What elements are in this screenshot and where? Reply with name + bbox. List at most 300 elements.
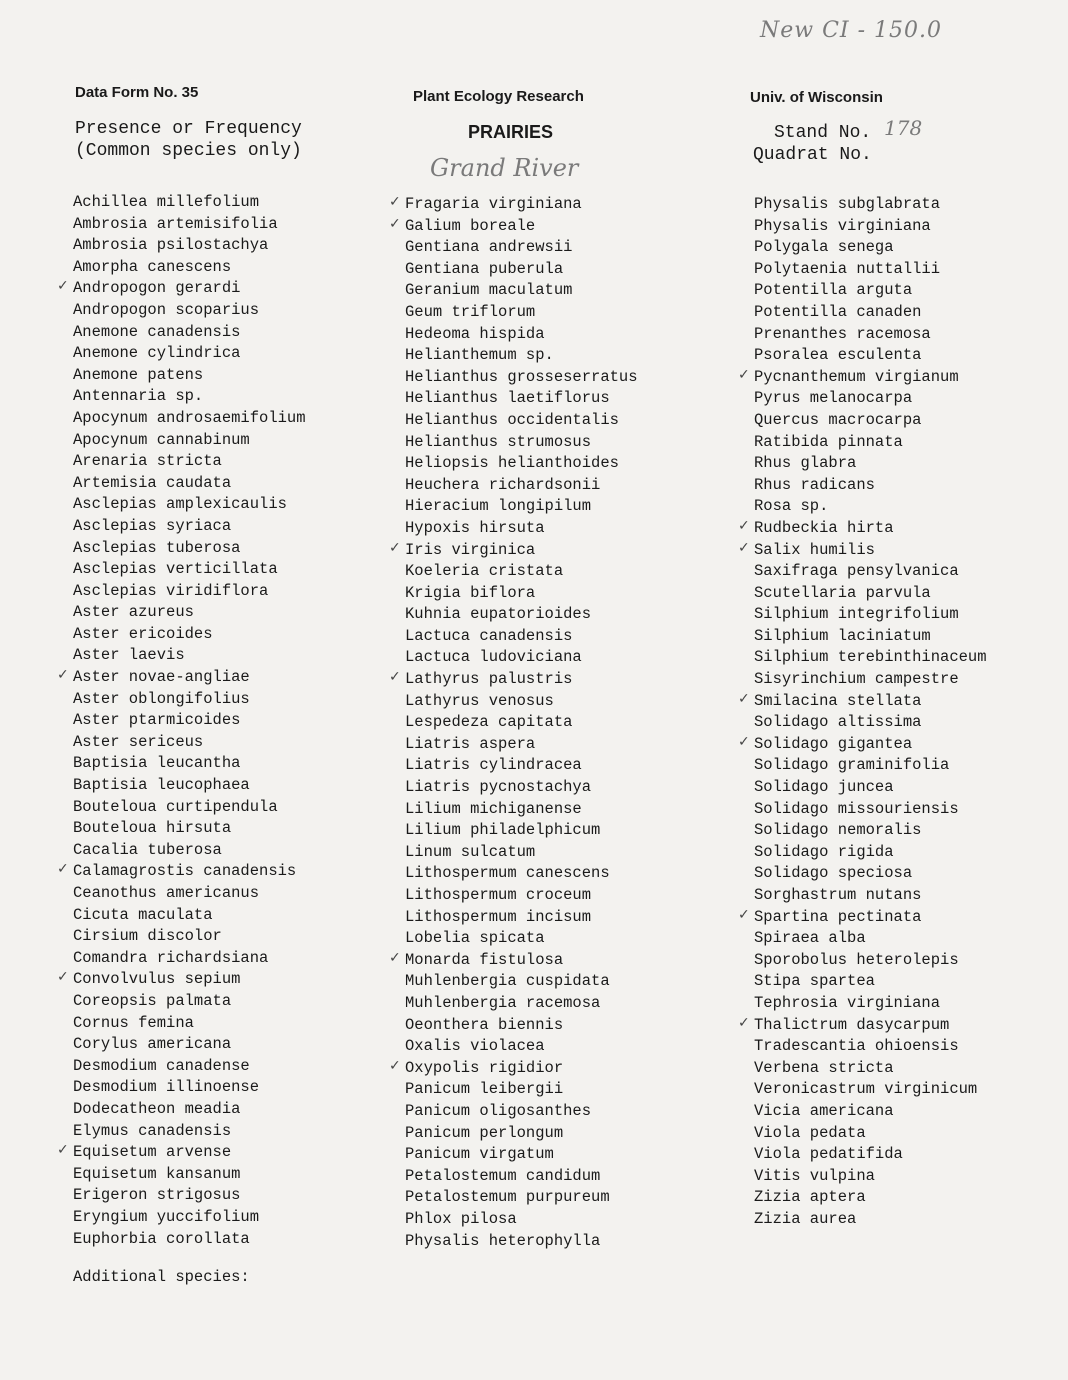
- species-item: [73, 883, 306, 905]
- habitat-type: PRAIRIES: [468, 122, 554, 142]
- species-name: Spiraea alba: [754, 929, 866, 948]
- check-mark-icon: ✓: [57, 969, 69, 986]
- species-name: Elymus canadensis: [73, 1121, 232, 1140]
- check-mark-icon: ✓: [738, 690, 750, 707]
- species-name: Oxalis violacea: [405, 1037, 545, 1056]
- organization-name: Plant Ecology Research: [413, 88, 584, 105]
- species-name: Coreopsis palmata: [73, 991, 232, 1010]
- species-item: [405, 1209, 638, 1231]
- species-name: Baptisia leucophaea: [73, 776, 250, 795]
- species-name: Vitis vulpina: [754, 1166, 875, 1185]
- species-item: [405, 971, 638, 993]
- species-item: [405, 777, 638, 799]
- species-name: Asclepias tuberosa: [73, 538, 241, 557]
- species-item: [405, 734, 638, 756]
- species-name: Pyrus melanocarpa: [754, 389, 913, 408]
- species-item: [389, 215, 638, 238]
- species-item: [405, 1187, 638, 1209]
- species-item: [405, 1079, 638, 1101]
- species-item: [73, 494, 306, 516]
- species-name: Solidago juncea: [754, 778, 894, 797]
- species-item: [754, 496, 987, 518]
- species-name: Helianthus laetiflorus: [405, 389, 610, 408]
- species-name: Cicuta maculata: [73, 905, 213, 924]
- species-name: Panicum oligosanthes: [405, 1101, 592, 1120]
- species-item: [754, 237, 987, 259]
- species-item: [405, 799, 638, 821]
- species-item: [754, 928, 987, 950]
- species-item: [754, 626, 987, 648]
- species-name: Koeleria cristata: [405, 562, 564, 581]
- species-name: Aster azureus: [73, 603, 194, 622]
- university-name: Univ. of Wisconsin: [750, 89, 883, 106]
- species-item: [754, 583, 987, 605]
- species-item: [738, 539, 987, 562]
- species-item: [73, 365, 306, 387]
- check-mark-icon: ✓: [389, 949, 401, 966]
- species-item: [405, 432, 638, 454]
- species-item: [754, 1187, 987, 1209]
- check-mark-icon: ✓: [738, 366, 750, 383]
- species-item: [754, 324, 987, 346]
- species-name: Aster oblongifolius: [73, 689, 250, 708]
- species-column-2: [389, 194, 638, 1252]
- species-column-1: [57, 192, 306, 1250]
- species-item: [73, 732, 306, 754]
- species-item: [405, 1101, 638, 1123]
- species-name: Silphium laciniatum: [754, 626, 931, 645]
- species-name: Geum triflorum: [405, 302, 536, 321]
- species-item: [405, 237, 638, 259]
- species-name: Potentilla canaden: [754, 302, 922, 321]
- species-name: Bouteloua curtipendula: [73, 797, 278, 816]
- species-item: [73, 710, 306, 732]
- species-name: Sisyrinchium campestre: [754, 670, 959, 689]
- species-item: [405, 755, 638, 777]
- species-item: [754, 993, 987, 1015]
- species-name: Heliopsis helianthoides: [405, 454, 619, 473]
- species-item: [405, 993, 638, 1015]
- species-item: [754, 604, 987, 626]
- species-name: Monarda fistulosa: [405, 950, 564, 969]
- species-item: [57, 1142, 306, 1164]
- species-name: Hieracium longipilum: [405, 497, 592, 516]
- species-item: [738, 690, 987, 713]
- check-mark-icon: ✓: [389, 1057, 401, 1074]
- species-item: [405, 820, 638, 842]
- species-item: [57, 969, 306, 991]
- species-name: Aster laevis: [73, 646, 185, 665]
- species-item: [73, 538, 306, 560]
- species-item: [405, 1166, 638, 1188]
- check-mark-icon: ✓: [389, 539, 401, 556]
- species-name: Petalostemum purpureum: [405, 1188, 610, 1207]
- species-name: Gentiana andrewsii: [405, 238, 573, 257]
- species-name: Apocynum cannabinum: [73, 430, 250, 449]
- species-name: Sorghastrum nutans: [754, 886, 922, 904]
- species-name: Tradescantia ohioensis: [754, 1037, 959, 1056]
- species-name: Aster ericoides: [73, 624, 213, 643]
- species-item: [73, 624, 306, 646]
- species-item: [73, 1164, 306, 1186]
- form-title-line2: (Common species only): [75, 141, 302, 161]
- species-item: [738, 1014, 987, 1037]
- species-name: Physalis heterophylla: [405, 1231, 601, 1250]
- species-item: [73, 192, 306, 214]
- species-item: [389, 949, 638, 972]
- species-name: Asclepias syriaca: [73, 516, 232, 535]
- species-item: [405, 691, 638, 713]
- species-item: [405, 1123, 638, 1145]
- species-item: [754, 1101, 987, 1123]
- species-item: [73, 926, 306, 948]
- species-item: [405, 1015, 638, 1037]
- species-name: Andropogon gerardi: [73, 279, 241, 298]
- species-name: Solidago gigantea: [754, 734, 913, 753]
- species-item: [57, 278, 306, 300]
- species-item: [73, 343, 306, 365]
- species-name: Solidago graminifolia: [754, 756, 950, 775]
- species-item: [405, 626, 638, 648]
- species-item: [389, 539, 638, 562]
- species-name: Geranium maculatum: [405, 281, 573, 300]
- species-item: [73, 818, 306, 840]
- species-name: Physalis subglabrata: [754, 195, 941, 213]
- species-item: [405, 388, 638, 410]
- species-item: [754, 820, 987, 842]
- species-item: [754, 475, 987, 497]
- species-name: Aster novae-angliae: [73, 668, 250, 687]
- species-item: [738, 733, 987, 756]
- species-name: Polygala senega: [754, 238, 894, 257]
- species-item: [73, 386, 306, 408]
- species-name: Rosa sp.: [754, 497, 829, 516]
- species-item: [73, 840, 306, 862]
- species-name: Viola pedata: [754, 1123, 866, 1142]
- species-item: [754, 216, 987, 238]
- species-name: Muhlenbergia cuspidata: [405, 972, 610, 991]
- species-name: Asclepias viridiflora: [73, 581, 269, 600]
- species-name: Desmodium illinoense: [73, 1078, 260, 1097]
- species-name: Liatris aspera: [405, 734, 536, 753]
- species-name: Smilacina stellata: [754, 691, 922, 710]
- species-name: Saxifraga pensylvanica: [754, 562, 959, 581]
- species-name: Scutellaria parvula: [754, 583, 931, 602]
- species-item: [754, 432, 987, 454]
- species-item: [754, 842, 987, 864]
- species-item: [754, 647, 987, 669]
- species-name: Lithospermum croceum: [405, 886, 592, 904]
- species-item: [73, 905, 306, 927]
- species-name: Rudbeckia hirta: [754, 518, 894, 537]
- species-item: [754, 410, 987, 432]
- species-item: [754, 259, 987, 281]
- species-item: [73, 451, 306, 473]
- species-item: [754, 777, 987, 799]
- check-mark-icon: ✓: [57, 861, 69, 878]
- check-mark-icon: ✓: [738, 733, 750, 750]
- species-item: [73, 430, 306, 452]
- species-item: [73, 1077, 306, 1099]
- species-item: [73, 1099, 306, 1121]
- species-name: Solidago rigida: [754, 842, 894, 861]
- species-item: [389, 669, 638, 691]
- species-item: [754, 885, 987, 907]
- species-item: [73, 645, 306, 667]
- species-name: Ceanothus americanus: [73, 884, 260, 902]
- species-name: Helianthus grosseserratus: [405, 367, 638, 386]
- species-item: [405, 302, 638, 324]
- species-item: [405, 475, 638, 497]
- species-item: [754, 1123, 987, 1145]
- additional-species-label: Additional species:: [73, 1268, 250, 1286]
- species-item: [73, 797, 306, 819]
- species-item: [57, 861, 306, 883]
- species-item: [405, 863, 638, 885]
- species-name: Hypoxis hirsuta: [405, 518, 545, 537]
- check-mark-icon: ✓: [738, 1014, 750, 1031]
- form-number: Data Form No. 35: [75, 84, 199, 101]
- species-item: [405, 1231, 638, 1253]
- species-name: Rhus radicans: [754, 475, 875, 494]
- species-name: Asclepias amplexicaulis: [73, 495, 287, 514]
- species-item: [73, 689, 306, 711]
- species-item: [754, 712, 987, 734]
- species-name: Heuchera richardsonii: [405, 475, 601, 494]
- species-item: [73, 991, 306, 1013]
- species-item: [73, 408, 306, 430]
- species-name: Desmodium canadense: [73, 1056, 250, 1075]
- species-name: Psoralea esculenta: [754, 346, 922, 365]
- species-item: [73, 775, 306, 797]
- species-name: Fragaria virginiana: [405, 195, 582, 213]
- species-name: Anemone patens: [73, 365, 204, 384]
- species-item: [754, 280, 987, 302]
- species-name: Oxypolis rigidior: [405, 1058, 564, 1077]
- species-name: Physalis virginiana: [754, 216, 931, 235]
- species-item: [754, 1144, 987, 1166]
- handwritten-site-name: Grand River: [430, 154, 579, 182]
- species-name: Liatris cylindracea: [405, 756, 582, 775]
- species-name: Comandra richardsiana: [73, 948, 269, 967]
- species-name: Lactuca ludoviciana: [405, 648, 582, 667]
- species-name: Tephrosia virginiana: [754, 993, 941, 1012]
- species-name: Stipa spartea: [754, 972, 875, 991]
- species-item: [405, 324, 638, 346]
- species-name: Viola pedatifida: [754, 1145, 903, 1164]
- check-mark-icon: ✓: [389, 669, 401, 686]
- quadrat-number-label: Quadrat No.: [753, 145, 872, 165]
- species-name: Verbena stricta: [754, 1058, 894, 1077]
- species-item: [754, 1079, 987, 1101]
- species-item: [405, 604, 638, 626]
- species-item: [405, 842, 638, 864]
- species-item: [405, 583, 638, 605]
- species-item: [73, 1229, 306, 1251]
- species-item: [405, 259, 638, 281]
- species-item: [754, 755, 987, 777]
- species-name: Corylus americana: [73, 1035, 232, 1054]
- species-name: Solidago speciosa: [754, 864, 913, 883]
- species-name: Zizia aurea: [754, 1209, 857, 1228]
- species-name: Sporobolus heterolepis: [754, 950, 959, 969]
- species-item: [405, 496, 638, 518]
- species-name: Convolvulus sepium: [73, 970, 241, 989]
- species-item: [73, 257, 306, 279]
- species-name: Calamagrostis canadensis: [73, 862, 297, 881]
- species-item: [73, 322, 306, 344]
- species-item: [405, 647, 638, 669]
- species-item: [73, 1121, 306, 1143]
- handwritten-note: New CI - 150.0: [760, 18, 943, 43]
- handwritten-stand-number: 178: [884, 116, 923, 140]
- species-name: Thalictrum dasycarpum: [754, 1015, 950, 1034]
- species-name: Veronicastrum virginicum: [754, 1080, 978, 1099]
- species-name: Polytaenia nuttallii: [754, 259, 941, 278]
- species-item: [73, 559, 306, 581]
- species-item: [754, 971, 987, 993]
- species-item: [405, 1036, 638, 1058]
- species-name: Aster sericeus: [73, 732, 204, 751]
- species-name: Lilium michiganense: [405, 799, 582, 818]
- check-mark-icon: ✓: [738, 906, 750, 923]
- species-name: Solidago missouriensis: [754, 799, 959, 818]
- species-name: Anemone canadensis: [73, 322, 241, 341]
- check-mark-icon: ✓: [389, 215, 401, 232]
- species-item: [73, 516, 306, 538]
- species-name: Gentiana puberula: [405, 259, 564, 278]
- species-name: Antennaria sp.: [73, 387, 204, 406]
- species-name: Quercus macrocarpa: [754, 410, 922, 429]
- species-item: [754, 950, 987, 972]
- species-item: [73, 948, 306, 970]
- check-mark-icon: ✓: [738, 539, 750, 556]
- species-item: [73, 1034, 306, 1056]
- species-item: [754, 1058, 987, 1080]
- species-name: Lobelia spicata: [405, 929, 545, 948]
- species-item: [754, 1036, 987, 1058]
- species-item: [73, 473, 306, 495]
- species-name: Potentilla arguta: [754, 281, 913, 300]
- species-item: [57, 667, 306, 689]
- species-item: [754, 302, 987, 324]
- species-name: Helianthus occidentalis: [405, 410, 619, 429]
- species-name: Cirsium discolor: [73, 927, 222, 946]
- species-name: Lathyrus palustris: [405, 670, 573, 689]
- species-item: [754, 1166, 987, 1188]
- species-name: Lespedeza capitata: [405, 713, 573, 732]
- species-item: [405, 345, 638, 367]
- species-name: Baptisia leucantha: [73, 754, 241, 773]
- species-name: Rhus glabra: [754, 454, 857, 473]
- species-name: Equisetum arvense: [73, 1143, 232, 1162]
- species-name: Anemone cylindrica: [73, 344, 241, 363]
- species-name: Lilium philadelphicum: [405, 821, 601, 840]
- species-name: Ambrosia psilostachya: [73, 236, 269, 255]
- species-name: Lathyrus venosus: [405, 691, 554, 710]
- species-item: [73, 602, 306, 624]
- species-item: [73, 1013, 306, 1035]
- species-name: Erigeron strigosus: [73, 1186, 241, 1205]
- species-item: [405, 885, 638, 907]
- species-name: Spartina pectinata: [754, 907, 922, 926]
- species-name: Eryngium yuccifolium: [73, 1207, 260, 1226]
- species-name: Silphium integrifolium: [754, 605, 959, 624]
- species-item: [405, 928, 638, 950]
- species-name: Cornus femina: [73, 1013, 194, 1032]
- species-item: [405, 280, 638, 302]
- species-name: Krigia biflora: [405, 583, 536, 602]
- species-item: [754, 345, 987, 367]
- species-name: Muhlenbergia racemosa: [405, 993, 601, 1012]
- species-item: [754, 799, 987, 821]
- species-item: [73, 235, 306, 257]
- species-item: [754, 388, 987, 410]
- species-name: Liatris pycnostachya: [405, 778, 592, 797]
- species-item: [405, 518, 638, 540]
- species-name: Zizia aptera: [754, 1188, 866, 1207]
- species-item: [73, 214, 306, 236]
- species-item: [73, 1056, 306, 1078]
- check-mark-icon: ✓: [57, 1142, 69, 1159]
- check-mark-icon: ✓: [57, 667, 69, 684]
- species-name: Apocynum androsaemifolium: [73, 408, 306, 427]
- species-name: Silphium terebinthinaceum: [754, 648, 987, 667]
- species-name: Bouteloua hirsuta: [73, 819, 232, 838]
- species-item: [754, 453, 987, 475]
- species-name: Andropogon scoparius: [73, 300, 260, 319]
- species-name: Panicum leibergii: [405, 1080, 564, 1099]
- species-item: [754, 669, 987, 691]
- species-name: Aster ptarmicoides: [73, 711, 241, 730]
- species-item: [754, 1209, 987, 1231]
- check-mark-icon: ✓: [389, 194, 401, 210]
- species-name: Asclepias verticillata: [73, 560, 278, 579]
- species-column-3: [738, 194, 987, 1231]
- species-item: [405, 410, 638, 432]
- species-item: [754, 194, 987, 216]
- species-item: [389, 194, 638, 216]
- species-item: [73, 1207, 306, 1229]
- species-name: Solidago altissima: [754, 713, 922, 732]
- form-title-line1: Presence or Frequency: [75, 119, 302, 139]
- species-name: Pycnanthemum virgianum: [754, 367, 959, 386]
- check-mark-icon: ✓: [57, 278, 69, 295]
- species-name: Panicum virgatum: [405, 1145, 554, 1164]
- species-item: [405, 561, 638, 583]
- species-item: [73, 300, 306, 322]
- species-item: [405, 453, 638, 475]
- species-name: Lithospermum incisum: [405, 907, 592, 926]
- species-name: Prenanthes racemosa: [754, 324, 931, 343]
- species-name: Vicia americana: [754, 1101, 894, 1120]
- species-name: Galium boreale: [405, 216, 536, 235]
- species-name: Ambrosia artemisifolia: [73, 214, 278, 233]
- species-name: Helianthemum sp.: [405, 346, 554, 365]
- species-name: Linum sulcatum: [405, 842, 536, 861]
- species-name: Equisetum kansanum: [73, 1164, 241, 1183]
- species-item: [73, 1185, 306, 1207]
- species-name: Lactuca canadensis: [405, 626, 573, 645]
- species-name: Ratibida pinnata: [754, 432, 903, 451]
- species-name: Hedeoma hispida: [405, 324, 545, 343]
- species-name: Amorpha canescens: [73, 257, 232, 276]
- species-item: [738, 366, 987, 389]
- species-item: [738, 517, 987, 540]
- form-title: [75, 118, 302, 162]
- species-name: Lithospermum canescens: [405, 864, 610, 883]
- species-item: [405, 907, 638, 929]
